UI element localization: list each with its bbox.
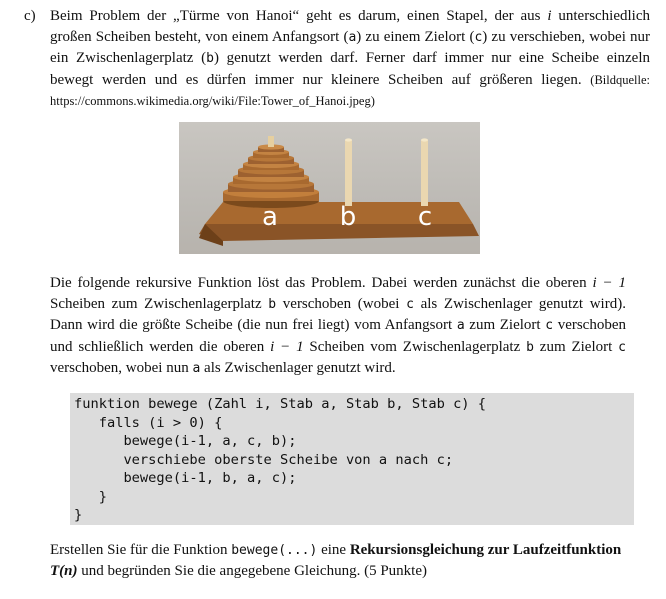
tower-of-hanoi-drawing (179, 122, 480, 254)
peg-label-b: b (339, 202, 357, 232)
code-line: falls (i > 0) { (74, 414, 223, 431)
code-block (70, 393, 634, 525)
task-intro-text: Beim Problem der „Türme von Hanoi“ geht es darum, einen Stapel, der aus i unterschiedlich großen Scheiben besteht, von einem Anfangsort (a) zu einem Zielort (c) zu verschieben, wobei nur ein Zwischenlagerplatz (b) genutzt werden darf. Ferner darf immer nur eine Scheibe einzeln bewegt werden und es dürfen immer nur kleinere Scheiben auf größeren liegen. (Bildquelle: https://commons.wikimedia.org/wiki/File:Tower_of_Hanoi.jpeg) (50, 8, 651, 108)
question-paragraph: Erstellen Sie für die Funktion bewege(...) eine Rekursionsgleichung zur Laufzeitfunktion T(n) und begründen Sie die angegebene Gleichung. (5 Punkte) (50, 542, 622, 580)
code-line: verschiebe oberste Scheibe von a nach c; (74, 451, 454, 468)
code-line: } (74, 488, 107, 505)
explanation-paragraph: Die folgende rekursive Funktion löst das Problem. Dabei werden zunächst die oberen i − 1 Scheiben zum Zwischenlagerplatz b verschoben (wobei c als Zwischenlager genutzt wird). Dann wird die größte Scheibe (die nun frei liegt) vom Anfangsort a zum Zielort c verschoben und schließlich werden die oberen i − 1 Scheiben vom Zwischenlagerplatz b zum Zielort c verschoben, wobei nun a als Zwischenlager genutzt wird. (50, 275, 626, 376)
image-source: (Bildquelle: https://commons.wikimedia.org/wiki/File:Tower_of_Hanoi.jpeg) (50, 72, 651, 108)
code-line: } (74, 507, 83, 523)
tower-of-hanoi-image (179, 122, 480, 254)
code-line: bewege(i-1, a, c, b); (74, 433, 297, 449)
peg-b (345, 140, 352, 206)
code-line: funktion bewege (Zahl i, Stab a, Stab b, Stab c) { (74, 396, 487, 412)
task-label: c) (24, 8, 36, 24)
code-line: bewege(i-1, b, a, c); (74, 470, 297, 486)
disk-stack (223, 136, 319, 208)
peg-c (421, 140, 428, 206)
peg-label-c: c (417, 202, 433, 232)
peg-label-a: a (262, 202, 278, 232)
